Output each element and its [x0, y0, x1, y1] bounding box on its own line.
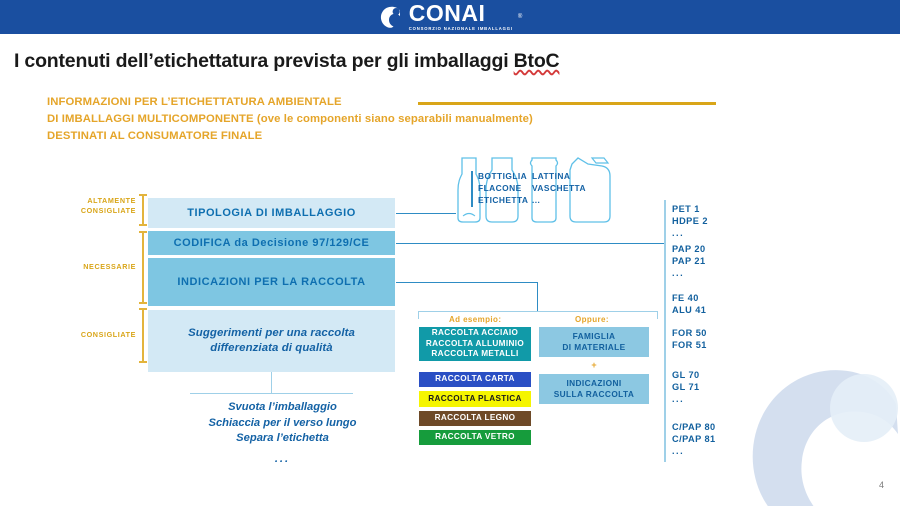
code-group-composites [672, 421, 716, 458]
code-group-plastics [672, 203, 708, 240]
suggestions-list [175, 400, 390, 467]
colorbar-line1: RACCOLTA CARTA [435, 374, 515, 384]
examples-title: Ad esempio: [449, 315, 502, 324]
connector-suggestions-drop [271, 372, 272, 394]
logo-subtitle: CONSORZIO NAZIONALE IMBALLAGGI [408, 26, 513, 31]
code-line: PAP 21 [672, 256, 706, 267]
conai-watermark-icon [736, 356, 900, 506]
code-line: GL 70 [672, 370, 700, 380]
colorbar-vetro[interactable] [419, 430, 531, 445]
box-label: CODIFICA da Decisione 97/129/CE [173, 237, 370, 249]
colorbar-line1: RACCOLTA PLASTICA [428, 393, 522, 403]
optbox-line2: DI MATERIALE [562, 342, 626, 352]
code-line: FOR 50 [672, 328, 707, 338]
code-line: FE 40 [672, 293, 699, 303]
section-heading-line3: DESTINATI AL CONSUMATORE FINALE [47, 130, 263, 142]
box-label-line1: Suggerimenti per una raccolta [188, 326, 355, 339]
container-label-line2: FLACONE [478, 183, 522, 193]
code-group-paper [672, 243, 706, 280]
bracket-label-line1: ALTAMENTE [87, 196, 136, 205]
connector-examples-left-tick [418, 311, 419, 319]
code-group-glass [672, 369, 700, 406]
connector-indicazioni-drop [537, 282, 538, 311]
colorbar-line1: RACCOLTA VETRO [435, 432, 515, 442]
box-suggerimenti-raccolta[interactable] [148, 310, 395, 372]
connector-suggestions-rail [190, 393, 353, 394]
code-column-rail [664, 200, 666, 462]
page-number: 4 [878, 480, 884, 490]
code-group-metals [672, 292, 706, 316]
section-heading-line1: INFORMAZIONI PER L’ETICHETTATURA AMBIENTALE [47, 96, 342, 108]
container-group-label-1 [478, 170, 528, 206]
connector-indicazioni [396, 282, 538, 283]
optbox-famiglia-materiale[interactable] [539, 327, 649, 357]
bracket-label-consigliate [60, 330, 136, 340]
code-line: HDPE 2 [672, 216, 708, 227]
code-line: FOR 51 [672, 340, 707, 351]
code-ellipsis: ... [672, 446, 685, 457]
page-title-highlight: BtoC [513, 50, 560, 72]
bracket-label-line2: CONSIGLIATE [80, 205, 136, 215]
conai-c-logo-icon [378, 4, 404, 30]
container-label-line3: ... [532, 195, 541, 205]
alternative-title: Oppure: [575, 315, 609, 324]
bracket-label-line1: NECESSARIE [83, 262, 136, 271]
bracket-label-line1: CONSIGLIATE [80, 330, 136, 339]
box-label: TIPOLOGIA DI IMBALLAGGIO [187, 207, 356, 219]
optbox-line2: SULLA RACCOLTA [553, 389, 635, 399]
registered-mark-icon: ® [517, 14, 523, 20]
plus-symbol: + [591, 360, 597, 370]
box-label: INDICAZIONI PER LA RACCOLTA [177, 276, 366, 288]
box-tipologia-imballaggio[interactable] [148, 198, 395, 228]
box-indicazioni-raccolta[interactable] [148, 258, 395, 306]
optbox-line1: FAMIGLIA [572, 331, 616, 341]
bracket-label-altamente-consigliate [60, 196, 136, 215]
bracket-label-necessarie [60, 262, 136, 272]
colorbar-line1: RACCOLTA LEGNO [434, 413, 516, 423]
optbox-indicazioni-raccolta[interactable] [539, 374, 649, 404]
connector-examples-rail [418, 311, 658, 312]
bracket-line-3 [142, 308, 144, 363]
code-ellipsis: ... [672, 228, 685, 239]
heading-divider [418, 102, 716, 105]
colorbar-plastica[interactable] [419, 391, 531, 407]
code-line: ALU 41 [672, 305, 707, 316]
suggestion-ellipsis: ... [274, 452, 291, 465]
bracket-line-1 [142, 194, 144, 226]
connector-codifica [396, 243, 666, 244]
container-group-label-2 [532, 170, 586, 206]
colorbar-line1: RACCOLTA ACCIAIO [431, 328, 519, 338]
container-label-divider [471, 171, 473, 207]
connector-examples-right-tick [657, 311, 658, 319]
code-line: C/PAP 81 [672, 434, 716, 445]
bracket-line-2 [142, 231, 144, 304]
suggestion-line-2: Schiaccia per il verso lungo [208, 416, 357, 429]
suggestion-line-1: Svuota l’imballaggio [228, 401, 337, 413]
suggestion-line-3: Separa l’etichetta [236, 432, 329, 444]
code-ellipsis: ... [672, 268, 685, 279]
section-heading-line2: DI IMBALLAGGI MULTICOMPONENTE (ove le componenti siano separabili manualmente) [47, 113, 533, 125]
box-codifica-decisione[interactable] [148, 231, 395, 255]
logo-wordmark: CONAI [408, 0, 486, 26]
container-label-line1: LATTINA [532, 171, 571, 181]
colorbar-line3: RACCOLTA METALLI [431, 349, 519, 359]
colorbar-carta[interactable] [419, 372, 531, 387]
box-label-line2: differenziata di qualità [210, 342, 333, 354]
page-title-text: I contenuti dell’etichettatura prevista per gli imballaggi [14, 50, 514, 72]
colorbar-line2: RACCOLTA ALLUMINIO [425, 338, 525, 348]
optbox-line1: INDICAZIONI [566, 378, 622, 388]
container-label-line2: VASCHETTA [532, 183, 586, 193]
code-line: GL 71 [672, 382, 700, 393]
colorbar-legno[interactable] [419, 411, 531, 426]
code-group-wood [672, 327, 707, 351]
page-title [14, 50, 559, 73]
code-line: C/PAP 80 [672, 422, 716, 432]
conai-logo [378, 2, 523, 32]
connector-tipologia [396, 213, 456, 214]
container-label-line3: ETICHETTA [478, 195, 529, 205]
container-label-line1: BOTTIGLIA [478, 171, 528, 181]
code-line: PET 1 [672, 204, 700, 214]
code-ellipsis: ... [672, 394, 685, 405]
header-bar [0, 0, 900, 34]
code-line: PAP 20 [672, 244, 706, 254]
colorbar-acciaio-alluminio-metalli[interactable] [419, 327, 531, 361]
